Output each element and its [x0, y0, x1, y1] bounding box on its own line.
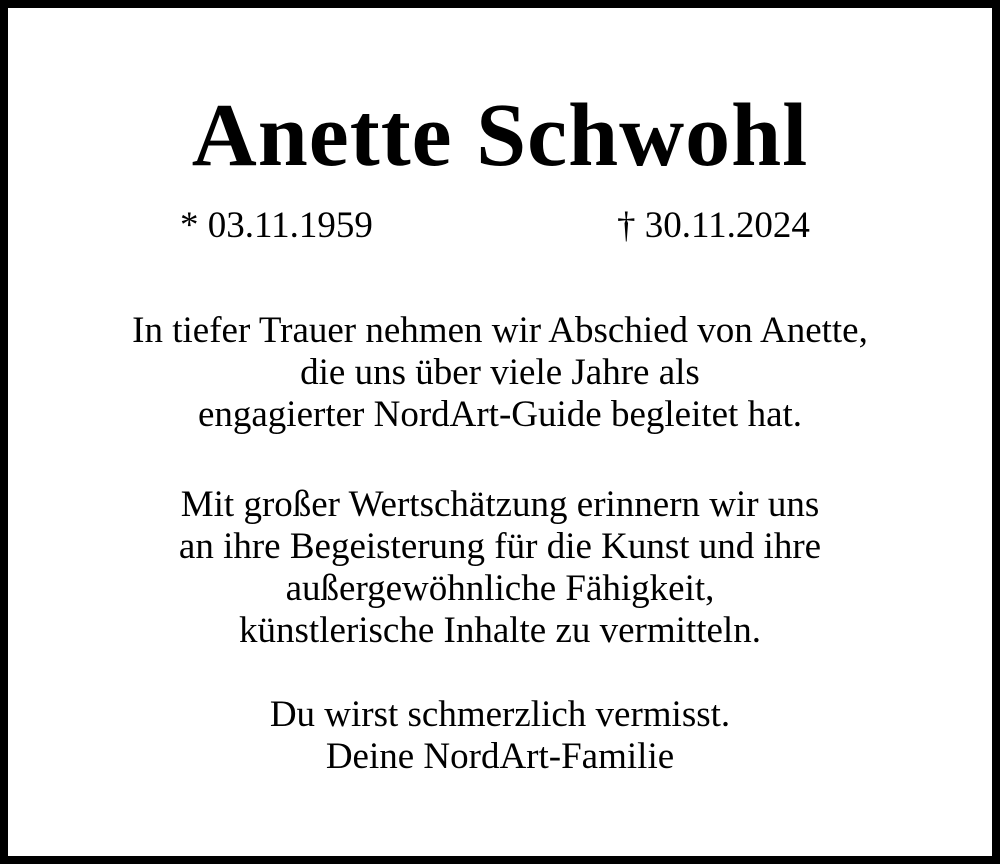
text-line: Mit großer Wertschätzung erinnern wir uns: [180, 484, 820, 525]
text-line: In tiefer Trauer nehmen wir Abschied von Anette,: [132, 310, 868, 351]
death-date: † 30.11.2024: [617, 205, 810, 246]
appreciation-paragraph: [8, 484, 992, 652]
text-line: die uns über viele Jahre als: [300, 352, 700, 393]
mourning-paragraph: [8, 310, 992, 436]
text-line: an ihre Begeisterung für die Kunst und ihre: [178, 526, 822, 567]
text-line: außergewöhnliche Fähigkeit,: [285, 568, 715, 609]
birth-date: * 03.11.1959: [180, 205, 373, 246]
deceased-name: Anette Schwohl: [191, 86, 809, 185]
closing-line: Du wirst schmerzlich vermisst.: [269, 694, 731, 735]
text-line: engagierter NordArt-Guide begleitet hat.: [197, 394, 803, 435]
closing-paragraph: [8, 694, 992, 778]
text-line: künstlerische Inhalte zu vermitteln.: [239, 610, 761, 651]
signature-line: Deine NordArt-Familie: [325, 736, 675, 777]
